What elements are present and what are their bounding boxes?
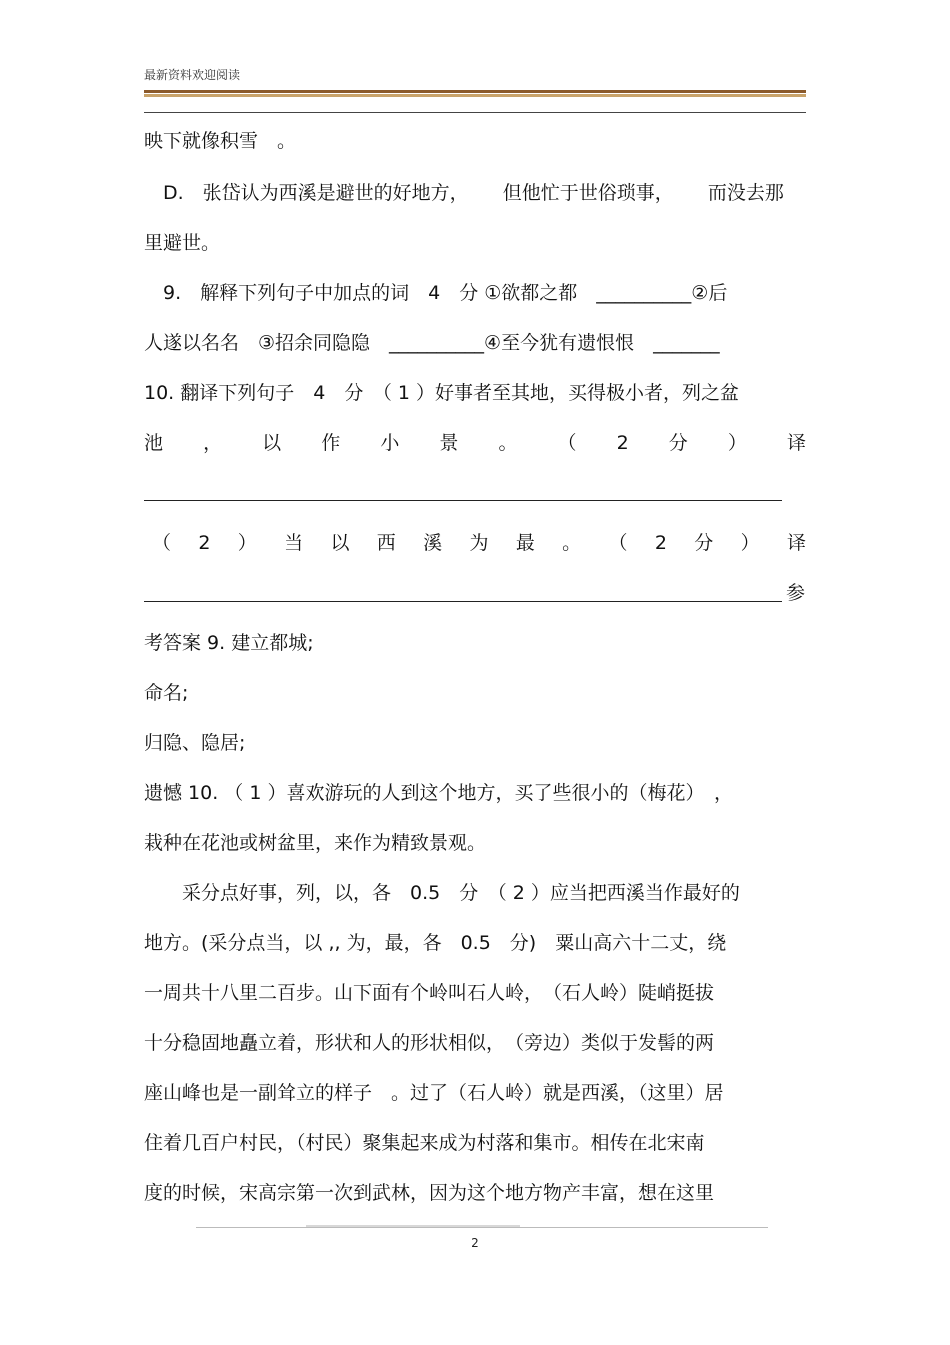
spread-char: 西 — [376, 532, 396, 554]
spread-char: 译 — [786, 432, 806, 454]
question-9-cont: 人遂以名名 ③招余同隐隐 __________④至今犹有遗恨恨 _______ — [144, 332, 720, 354]
spread-char: 以 — [262, 432, 282, 454]
header-label: 最新资料欢迎阅读 — [144, 68, 241, 82]
translation-line-21: 住着几百户村民，（村民）聚集起来成为村落和集市。相传在北宋南 — [144, 1132, 705, 1154]
text-line-3: 里避世。 — [144, 232, 221, 254]
page-number: 2 — [471, 1236, 479, 1250]
top-divider — [144, 112, 806, 113]
answer-line-17: 地方。(采分点当，以 ,, 为，最，各 0.5 分) 粟山高六十二丈，绕 — [144, 932, 727, 954]
spread-char: 分 — [668, 432, 688, 454]
question-10: 10. 翻译下列句子 4 分 （ 1 ）好事者至其地，买得极小者，列之盆 — [144, 382, 740, 404]
text-line-10-end: 参 — [786, 582, 806, 604]
text-line-2 — [144, 180, 806, 206]
question-10-sentence-2 — [152, 530, 806, 556]
spread-char: 2 — [654, 532, 667, 554]
question-9: 9. 解释下列句子中加点的词 4 分 ①欲都之都 __________②后 — [144, 282, 728, 304]
spread-char: 。 — [562, 532, 582, 554]
spread-char: 分 — [694, 532, 714, 554]
spread-char: 最 — [515, 532, 535, 554]
option-d-part-3: 而没去那 — [707, 182, 784, 204]
footer-shade — [306, 1225, 520, 1227]
spread-char: （ — [608, 532, 628, 554]
answer-line-15: 栽种在花池或树盆里，来作为精致景观。 — [144, 832, 487, 854]
spread-char: ） — [727, 432, 747, 454]
question-10-sentence-1 — [144, 430, 806, 456]
answer-line-14: 遗憾 10. （ 1 ）喜欢游玩的人到这个地方，买了些很小的（梅花） ， — [144, 782, 733, 804]
spread-char: ） — [740, 532, 760, 554]
translation-line-18: 一周共十八里二百步。山下面有个岭叫石人岭， （石人岭）陡峭挺拔 — [144, 982, 715, 1004]
spread-char: ， — [203, 432, 223, 454]
header-rule-gold — [144, 94, 806, 97]
translation-line-19: 十分稳固地矗立着，形状和人的形状相似， （旁边）类似于发髻的两 — [144, 1032, 715, 1054]
answer-line-13: 归隐、隐居; — [144, 732, 246, 754]
spread-char: 作 — [321, 432, 341, 454]
spread-char: 池 — [144, 432, 164, 454]
spread-char: 。 — [498, 432, 518, 454]
footer-rule — [196, 1227, 768, 1228]
spread-char: （ — [152, 532, 172, 554]
answer-key-title: 考答案 9. 建立都城; — [144, 632, 314, 654]
spread-char: 景 — [439, 432, 459, 454]
spread-char: 2 — [198, 532, 211, 554]
answer-blank-2[interactable] — [144, 601, 782, 602]
answer-line-16: 采分点好事，列，以，各 0.5 分 （ 2 ）应当把西溪当作最好的 — [144, 882, 740, 904]
answer-line-12: 命名; — [144, 682, 189, 704]
option-d-part-2: 但他忙于世俗琐事， — [502, 182, 674, 204]
translation-line-22: 度的时候，宋高宗第一次到武林，因为这个地方物产丰富，想在这里 — [144, 1182, 715, 1204]
spread-char: 译 — [786, 532, 806, 554]
header-rule-brown — [144, 90, 806, 93]
spread-char: 小 — [380, 432, 400, 454]
option-d-part-1: D. 张岱认为西溪是避世的好地方， — [144, 182, 469, 204]
spread-char: ） — [237, 532, 257, 554]
spread-char: 为 — [469, 532, 489, 554]
spread-char: 当 — [284, 532, 304, 554]
answer-blank-1[interactable] — [144, 500, 782, 501]
spread-char: 2 — [616, 432, 629, 454]
spread-char: 溪 — [423, 532, 443, 554]
spread-char: （ — [557, 432, 577, 454]
translation-line-20: 座山峰也是一副耸立的样子 。过了（石人岭）就是西溪，（这里）居 — [144, 1082, 724, 1104]
text-line-1: 映下就像积雪 。 — [144, 130, 297, 152]
spread-char: 以 — [330, 532, 350, 554]
